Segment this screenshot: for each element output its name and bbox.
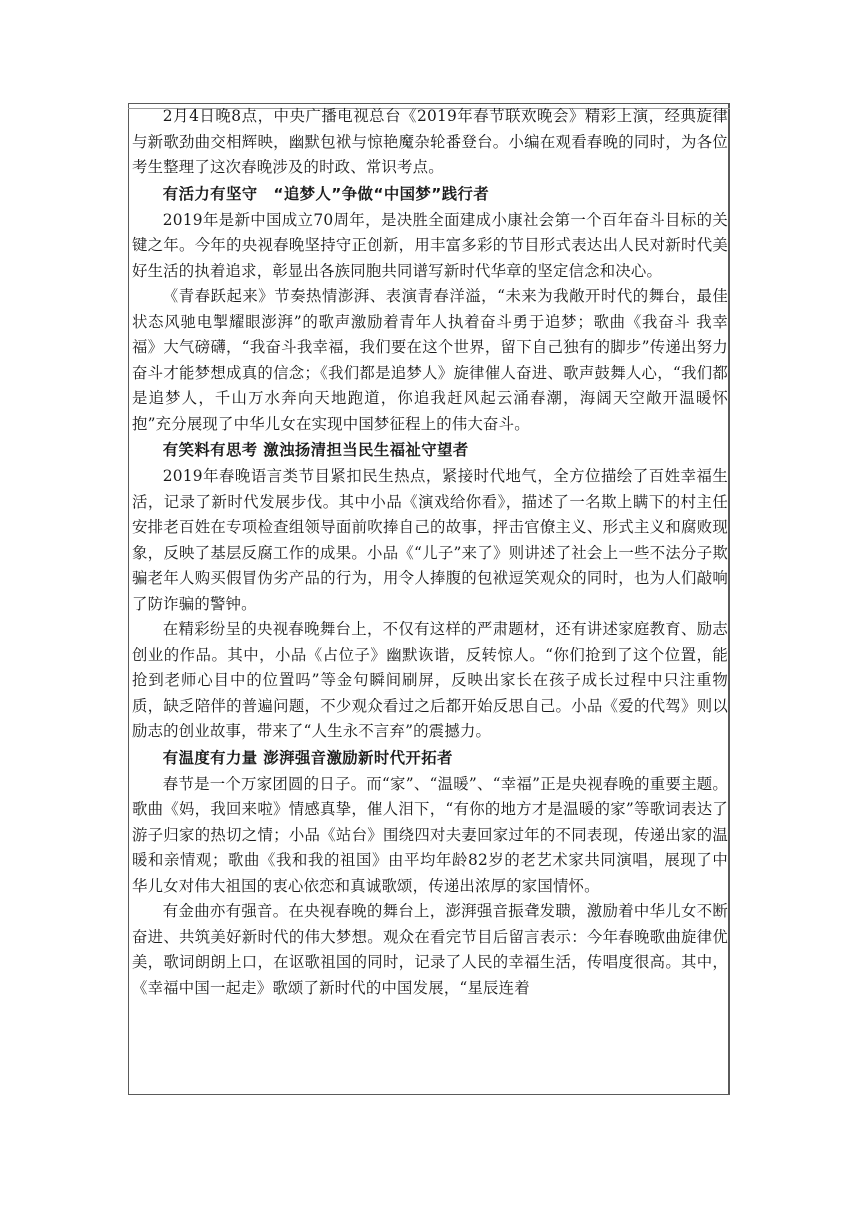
- paragraph: 在精彩纷呈的央视春晚舞台上，不仅有这样的严肃题材，还有讲述家庭教育、励志创业的作品。其中，小品《占位子》幽默诙谐，反转惊人。“你们抢到了这个位置，能抢到老师心目中的位置吗”等金句瞬间刷屏，反映出家长在孩子成长过程中只注重物质，缺乏陪伴的普遍问题，不少观众看过之后都开始反思自己。小品《爱的代驾》则以励志的创业故事，带来了“人生永不言弃”的震撼力。: [132, 620, 728, 740]
- paragraph: 2019年春晚语言类节目紧扣民生热点，紧接时代地气，全方位描绘了百姓幸福生活，记录了新时代发展步伐。其中小品《演戏给你看》，描述了一名欺上瞒下的村主任安排老百姓在专项检查组领导面前吹捧自己的故事，抨击官僚主义、形式主义和腐败现象，反映了基层反腐工作的成果。小品《“儿子”来了》则讲述了社会上一些不法分子欺骗老年人购买假冒伪劣产品的行为，用令人捧腹的包袱逗笑观众的同时，也为人们敲响了防诈骗的警钟。: [132, 467, 728, 613]
- document-body: [132, 104, 728, 1001]
- paragraph: 春节是一个万家团圆的日子。而“家”、“温暖”、“幸福”正是央视春晚的重要主题。歌曲《妈，我回来啦》情感真挚，催人泪下，“有你的地方才是温暖的家”等歌词表达了游子归家的热切之情；小品《站台》围绕四对夫妻回家过年的不同表现，传递出家的温暖和亲情观；歌曲《我和我的祖国》由平均年龄82岁的老艺术家共同演唱，展现了中华儿女对伟大祖国的衷心依恋和真诚歌颂，传递出浓厚的家国情怀。: [132, 774, 728, 895]
- paragraph-intro: 2月4日晚8点，中央广播电视总台《2019年春节联欢晚会》精彩上演，经典旋律与新歌劲曲交相辉映，幽默包袱与惊艳魔杂轮番登台。小编在观看春晚的同时，为各位考生整理了这次春晚涉及的时政、常识考点。: [132, 107, 728, 176]
- paragraph: 《青春跃起来》节奏热情澎湃、表演青春洋溢，“未来为我敞开时代的舞台，最佳状态风驰电掣耀眼澎湃”的歌声激励着青年人执着奋斗勇于追梦；歌曲《我奋斗 我幸福》大气磅礴，“我奋斗我幸福，我们要在这个世界，留下自己独有的脚步”传递出努力奋斗才能梦想成真的信念；《我们都是追梦人》旋律催人奋进、歌声鼓舞人心，“我们都是追梦人，千山万水奔向天地跑道，你追我赶风起云涌春潮，海阔天空敞开温暖怀抱”充分展现了中华儿女在实现中国梦征程上的伟大奋斗。: [132, 287, 728, 433]
- paragraph: 有金曲亦有强音。在央视春晚的舞台上，澎湃强音振聋发聩，激励着中华儿女不断奋进、共筑美好新时代的伟大梦想。观众在看完节目后留言表示：今年春晚歌曲旋律优美，歌词朗朗上口，在讴歌祖国的同时，记录了人民的幸福生活，传唱度很高。其中，《幸福中国一起走》歌颂了新时代的中国发展，“星辰连着: [132, 902, 728, 997]
- paragraph: 2019年是新中国成立70周年，是决胜全面建成小康社会第一个百年奋斗目标的关键之年。今年的央视春晚坚持守正创新，用丰富多彩的节目形式表达出人民对新时代美好生活的执着追求，彰显出各族同胞共同谱写新时代华章的坚定信念和决心。: [132, 210, 728, 280]
- section-heading-2: 有笑料有思考 激浊扬清担当民生福祉守望者: [162, 441, 469, 459]
- section-heading-1: 有活力有坚守 “追梦人”争做“中国梦”践行者: [162, 184, 490, 203]
- section-heading-3: 有温度有力量 澎湃强音激励新时代开拓者: [162, 748, 453, 767]
